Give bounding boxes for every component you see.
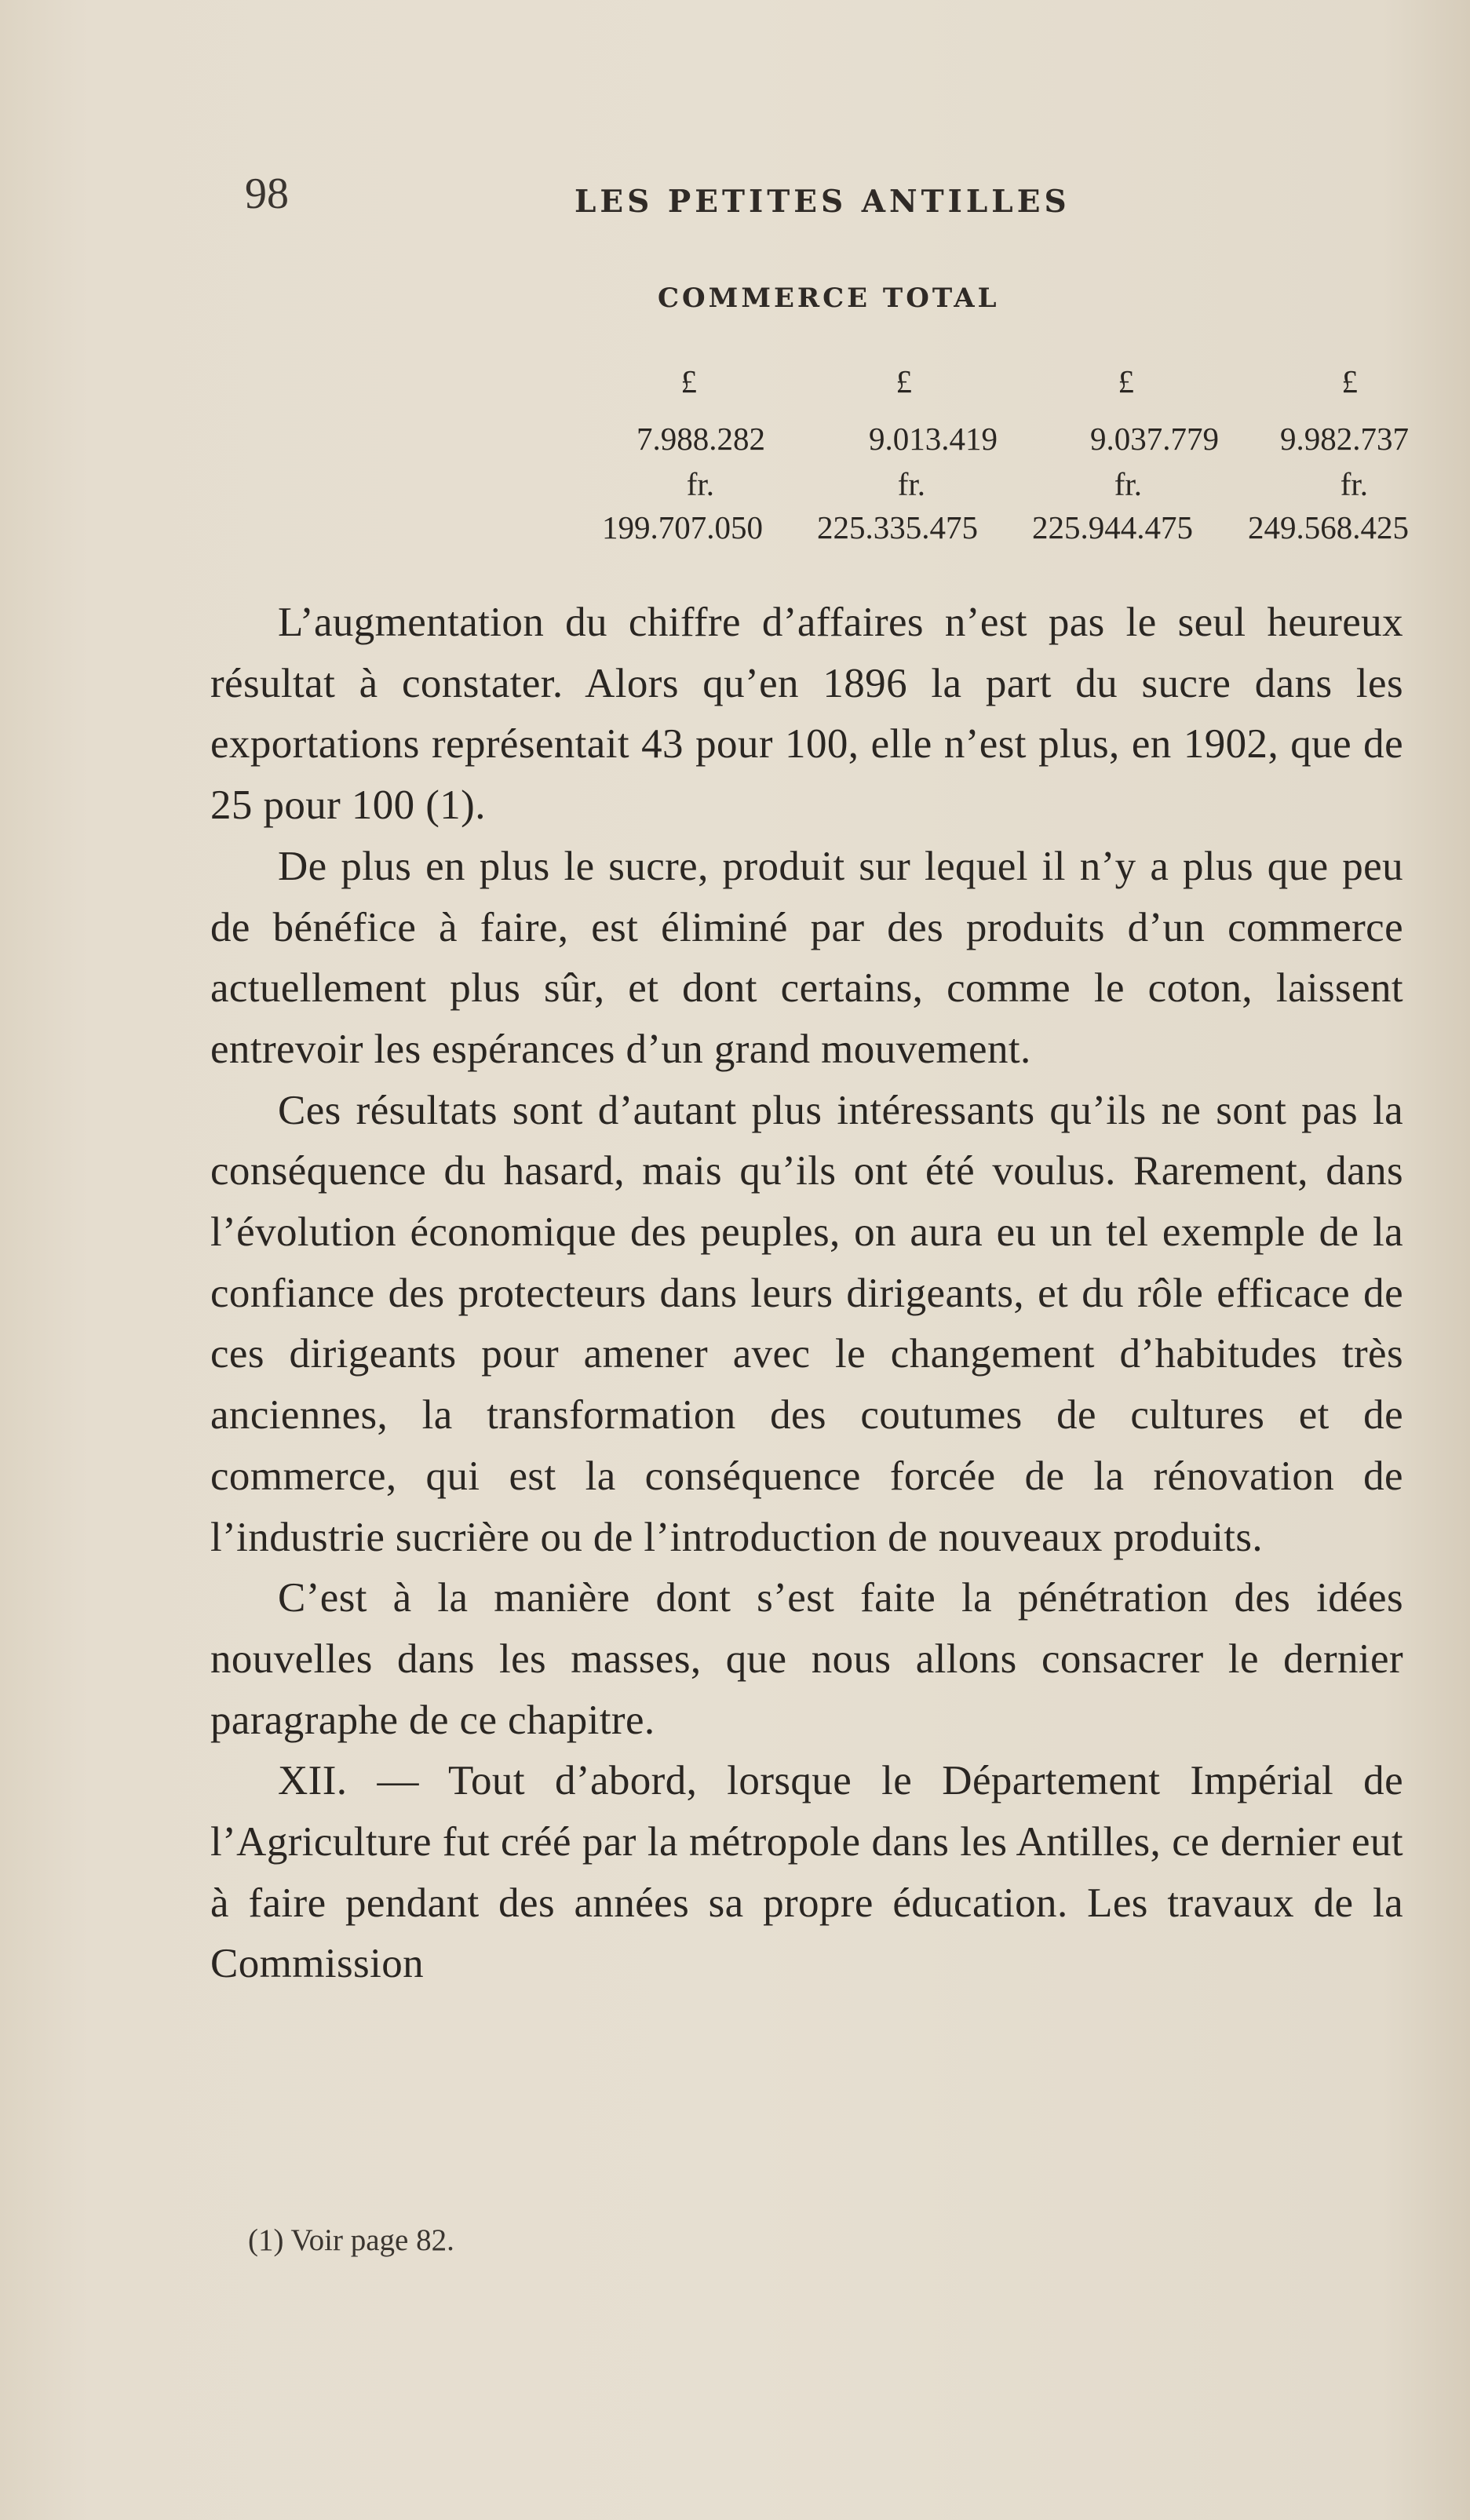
table-cell: £	[895, 363, 912, 399]
table-cell: 249.568.425	[1248, 509, 1409, 545]
table-cell: fr.	[897, 466, 925, 502]
table-cell: £	[1118, 363, 1134, 399]
table-row	[573, 363, 1409, 410]
paragraph: C’est à la manière dont s’est faite la pénétration des idées nouvelles dans les masses, que nous allons consacrer le dernier paragraphe de ce chapitre.	[210, 1575, 1403, 1743]
body-text	[210, 593, 1403, 1995]
footnote: (1) Voir page 82.	[248, 2223, 454, 2257]
table-cell: 225.335.475	[817, 509, 978, 545]
table-cell: 9.013.419	[869, 421, 998, 457]
paragraph: L’augmentation du chiffre d’affaires n’est pas le seul heureux résultat à constater. Alors qu’en 1896 la part du sucre dans les exportations représentait 43 pour 100, elle n’est plus, en 1902, que de 25 pour 100 (1).	[210, 600, 1403, 829]
table-row	[573, 509, 1409, 556]
table-cell: 199.707.050	[602, 509, 763, 545]
page-number: 98	[245, 170, 289, 218]
table-cell: fr.	[686, 466, 714, 502]
running-title: LES PETITES ANTILLES	[575, 184, 1071, 220]
paragraph: Ces résultats sont d’autant plus intéressants qu’ils ne sont pas la conséquence du hasard, mais qu’ils ont été voulus. Rarement, dans l’évolution économique des peuples, on aura eu un tel exemple de la confiance des protecteurs dans leurs dirigeants, et du rôle efficace de ces dirigeants pour amener avec le changement d’habitudes très anciennes, la transformation des coutumes de cultures et de commerce, qui est la conséquence forcée de la rénovation de l’industrie sucrière ou de l’introduction de nouveaux produits.	[210, 1087, 1403, 1560]
table-row	[573, 420, 1409, 467]
table-row	[573, 465, 1409, 512]
table-cell: £	[1341, 363, 1358, 399]
table-cell: 7.988.282	[637, 421, 765, 457]
table-cell: 9.037.779	[1090, 421, 1219, 457]
paragraph: XII. — Tout d’abord, lorsque le Département Impérial de l’Agriculture fut créé par la métropole dans les Antilles, ce dernier eut à faire pendant des années sa propre éducation. Les travaux de la Commission	[210, 1758, 1403, 1987]
table-cell: 225.944.475	[1032, 509, 1193, 545]
table-cell: fr.	[1114, 466, 1142, 502]
table-cell: 9.982.737	[1280, 421, 1409, 457]
paragraph: De plus en plus le sucre, produit sur lequel il n’y a plus que peu de bénéfice à faire, est éliminé par des produits d’un commerce actuellement plus sûr, et dont certains, comme le coton, laissent entrevoir les espérances d’un grand mouvement.	[210, 843, 1403, 1072]
table-title: COMMERCE TOTAL	[658, 283, 1000, 314]
table-cell: £	[680, 363, 697, 399]
table-cell: fr.	[1340, 466, 1368, 502]
